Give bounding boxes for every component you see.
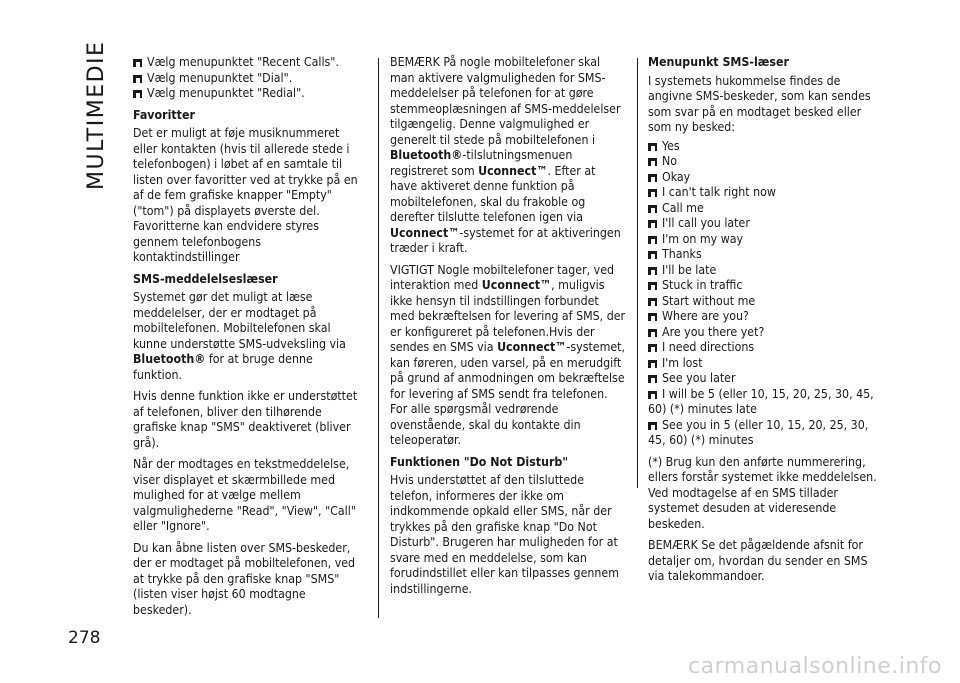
list-item: I can't talk right now	[648, 185, 884, 201]
bullet-item: Vælg menupunktet "Redial".	[133, 86, 365, 102]
note-paragraph: BEMÆRK På nogle mobiltelefoner skal man aktivere valgmuligheden for SMS-meddelelser på telefonen for at gøre stemmeoplæsningen af SMS-meddelelser tilgængelig. Denne valgmulighed er generelt til stede på mobiltelefonen i Bluetooth®-tilslutningsmenuen registreret som Uconnect™. Efter at have aktiveret denne funktion på mobiltelefonen, skal du frakoble og derefter tilslutte telefonen igen via Uconnect™-systemet for at aktiveringen træder i kraft.	[390, 55, 621, 255]
sms-text-1: Systemet gør det muligt at læse meddelelser, der er modtaget på mobiltelefonen. Mobiltelefonen skal kunne understøtte SMS-udveksling via Bluetooth® for at bruge denne funktion.	[133, 290, 346, 382]
column-1	[133, 55, 365, 624]
list-item: I will be 5 (eller 10, 15, 20, 25, 30, 45, 60) (*) minutes late	[648, 387, 884, 418]
column-2	[390, 55, 626, 603]
list-item: Call me	[648, 201, 884, 217]
sms-heading: SMS-meddelelseslæser	[133, 271, 278, 286]
list-item: See you in 5 (eller 10, 15, 20, 25, 30, 45, 60) (*) minutes	[648, 418, 884, 449]
list-item: Stuck in traffic	[648, 278, 884, 294]
bullet-item: Vælg menupunktet "Recent Calls".	[133, 55, 365, 71]
list-item: Start without me	[648, 294, 884, 310]
section-title: MULTIMEDIE	[84, 40, 109, 190]
sms-text-4: Du kan åbne listen over SMS-beskeder, der er modtaget på mobiltelefonen, ved at trykke på den grafiske knap "SMS" (listen viser højst 60 modtagne beskeder).	[133, 540, 356, 617]
list-item: I need directions	[648, 340, 884, 356]
list-item: I'm on my way	[648, 232, 884, 248]
sms-text-2: Hvis denne funktion ikke er understøttet af telefonen, bliver den tilhørende grafiske knap "SMS" deaktiveret (bliver grå).	[133, 389, 358, 450]
list-item: Yes	[648, 139, 884, 155]
list-item: I'm lost	[648, 356, 884, 372]
footnote: (*) Brug kun den anførte nummerering, ellers forstår systemet ikke meddelelsen. Ved modtagelse af en SMS tillader systemet desuden at videresende beskeden.	[648, 454, 877, 531]
column-3	[648, 55, 884, 591]
dnd-text: Hvis understøttet af den tilsluttede telefon, informeres der ikke om indkommende opkald eller SMS, når der trykkes på den grafiske knap "Do Not Disturb". Brugeren har muligheden for at svare med en meddelelse, som kan forudindstillet eller kan tilpasses gennem indstillingerne.	[390, 473, 619, 596]
column-divider	[637, 58, 638, 488]
sms-text-3: Når der modtages en tekstmeddelelse, viser displayet et skærmbillede med mulighed for at vælge mellem valgmulighederne "Read", "View", "Call" eller "Ignore".	[133, 457, 356, 533]
favoritter-text: Det er muligt at føje musiknummeret eller kontakten (hvis til allerede stede i telefonbogen) i løbet af en samtale til listen over favoritter ved at trykke på en af de fem grafiske knapper "Empty" ("tom") på displayets øverste del. Favoritterne kan endvidere styres gennem telefonbogens kontaktindstillinger	[133, 126, 358, 264]
sms-reader-intro: I systemets hukommelse findes de angivne SMS-beskeder, som kan sendes som svar på en modtaget besked eller som ny besked:	[648, 73, 871, 134]
column-divider	[378, 58, 379, 618]
page-number: 278	[68, 628, 101, 648]
note-paragraph: BEMÆRK Se det pågældende afsnit for detaljer om, hvordan du sender en SMS via talekommandoer.	[648, 538, 868, 583]
sms-list	[648, 139, 884, 449]
list-item: Okay	[648, 170, 884, 186]
bullet-item: Vælg menupunktet "Dial".	[133, 71, 365, 87]
sms-reader-heading: Menupunkt SMS-læser	[648, 55, 789, 69]
favoritter-heading: Favoritter	[133, 107, 195, 122]
list-item: Where are you?	[648, 309, 884, 325]
list-item: Thanks	[648, 247, 884, 263]
list-item: See you later	[648, 371, 884, 387]
list-item: I'll be late	[648, 263, 884, 279]
dnd-heading: Funktionen "Do Not Disturb"	[390, 454, 569, 469]
list-item: I'll call you later	[648, 216, 884, 232]
watermark: carmanualsonline.info	[688, 654, 942, 679]
list-item: No	[648, 154, 884, 170]
important-paragraph: VIGTIGT Nogle mobiltelefoner tager, ved interaktion med Uconnect™, muligvis ikke hensyn til indstillingen forbundet med bekræftelsen for levering af SMS, der er konfigureret på telefonen.Hvis der sendes en SMS via Uconnect™-systemet, kan føreren, uden varsel, på en merudgift på grund af anmodningen om bekræftelse for levering af SMS sendt fra telefonen. For alle spørgsmål vedrørende ovenstående, skal du kontakte din teleoperatør.	[390, 262, 626, 447]
list-item: Are you there yet?	[648, 325, 884, 341]
